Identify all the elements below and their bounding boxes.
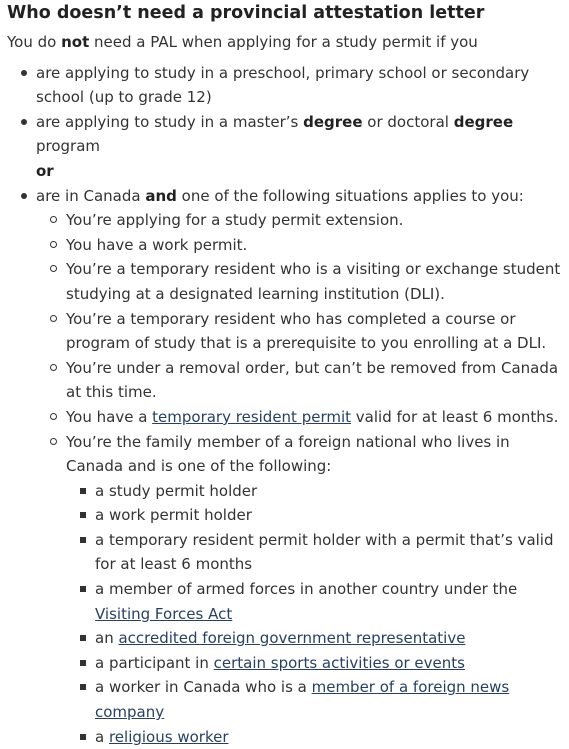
situation-text: You have a	[66, 408, 152, 426]
situation-text: You’re a temporary resident who is a visiting or exchange student studying at a designated learning institution (DLI).	[66, 260, 560, 303]
item-degree-mid: or doctoral	[363, 113, 454, 131]
situation-text: You’re the family member of a foreign national who lives in Canada and is one of the following:	[66, 433, 510, 476]
family-text: a member of armed forces in another country under the	[95, 580, 517, 598]
list-item	[66, 503, 562, 528]
and-bold: and	[145, 187, 177, 205]
list-item	[66, 528, 562, 577]
family-text: a worker in Canada who is a	[95, 678, 312, 696]
family-text: a	[95, 728, 109, 746]
intro-text-start: You do	[7, 33, 61, 51]
exemption-list	[7, 61, 562, 749]
situations-list	[36, 208, 562, 749]
list-item	[66, 577, 562, 626]
family-text: a study permit holder	[95, 482, 257, 500]
or-label: or	[36, 162, 54, 180]
family-text: a temporary resident permit holder with a permit that’s valid for at least 6 months	[95, 531, 554, 574]
list-item	[7, 110, 562, 184]
list-item	[36, 430, 562, 749]
situation-text-end: valid for at least 6 months.	[351, 408, 558, 426]
item-school-text: are applying to study in a preschool, primary school or secondary school (up to grade 12)	[36, 64, 529, 107]
list-item	[66, 651, 562, 676]
foreign-news-company-link[interactable]: member of a foreign news company	[95, 678, 509, 721]
sports-activities-link[interactable]: certain sports activities or events	[214, 654, 465, 672]
situation-text: You have a work permit.	[66, 236, 247, 254]
situation-text: You’re applying for a study permit extension.	[66, 211, 403, 229]
section-heading: Who doesn’t need a provincial attestation letter	[7, 1, 562, 25]
list-item	[7, 61, 562, 110]
item-canada-text: are in Canada	[36, 187, 145, 205]
list-item	[36, 356, 562, 405]
accredited-representative-link[interactable]: accredited foreign government representative	[118, 629, 465, 647]
visiting-forces-act-link[interactable]: Visiting Forces Act	[95, 605, 232, 623]
list-item	[36, 405, 562, 430]
list-item	[36, 307, 562, 356]
degree-bold: degree	[454, 113, 513, 131]
situation-text: You’re a temporary resident who has completed a course or program of study that is a prerequisite to you enrolling at a DLI.	[66, 310, 546, 353]
list-item	[36, 208, 562, 233]
list-item	[66, 626, 562, 651]
list-item	[7, 184, 562, 749]
family-text: an	[95, 629, 118, 647]
religious-worker-link[interactable]: religious worker	[109, 728, 229, 746]
family-text: a participant in	[95, 654, 214, 672]
intro-text-end: need a PAL when applying for a study permit if you	[89, 33, 478, 51]
list-item	[66, 675, 562, 724]
situation-text: You’re under a removal order, but can’t be removed from Canada at this time.	[66, 359, 558, 402]
list-item	[36, 257, 562, 306]
page-content	[0, 1, 562, 749]
family-text: a work permit holder	[95, 506, 252, 524]
degree-bold: degree	[303, 113, 362, 131]
family-member-list	[66, 479, 562, 749]
list-item	[66, 479, 562, 504]
item-degree-text: are applying to study in a master’s	[36, 113, 303, 131]
item-degree-end: program	[36, 137, 100, 155]
item-canada-end: one of the following situations applies to you:	[177, 187, 524, 205]
list-item	[66, 725, 562, 749]
temporary-resident-permit-link[interactable]: temporary resident permit	[152, 408, 351, 426]
intro-emphasis: not	[61, 33, 89, 51]
list-item	[36, 233, 562, 258]
intro-paragraph	[7, 30, 562, 55]
